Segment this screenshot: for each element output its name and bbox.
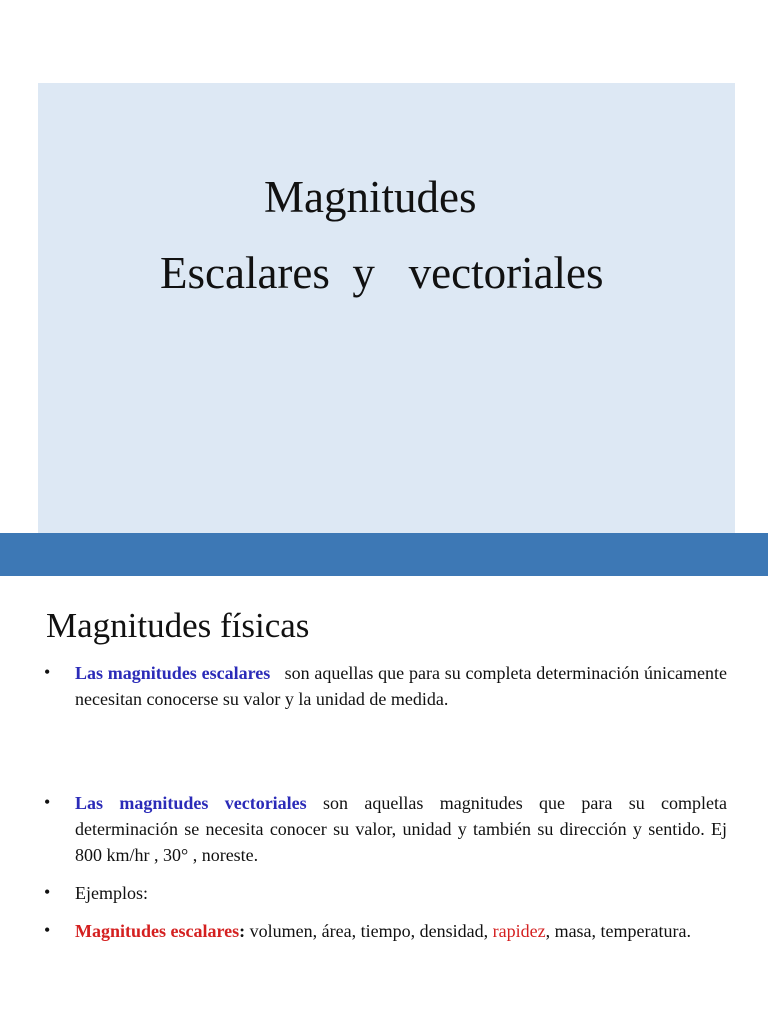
vector-definition-text: son aquellas magnitudes que para su completa determinación se necesita conocer su valor, unidad y también su dirección y sentido. Ej 800 km/hr , 30° , noreste. <box>75 793 728 865</box>
bullet-dot: • <box>44 882 51 902</box>
bullet-dot: • <box>44 662 51 682</box>
highlight-rapidez: rapidez <box>492 921 546 941</box>
scalar-examples-text: volumen, área, tiempo, densidad, <box>249 921 489 941</box>
bullet-dot: • <box>44 920 51 940</box>
colon: : <box>239 921 246 941</box>
bullet-scalar-examples <box>75 918 727 944</box>
term-vector: Las magnitudes vectoriales <box>75 793 307 813</box>
term-scalar-examples: Magnitudes escalares <box>75 921 240 941</box>
bullet-scalar-definition <box>75 660 727 712</box>
bullet-examples: Ejemplos: <box>75 883 148 903</box>
bullet-dot: • <box>44 792 51 812</box>
slide-title-line2: Escalares y vectoriales <box>160 248 604 298</box>
slide-divider-band <box>0 533 768 576</box>
scalar-examples-text-end: , masa, temperatura. <box>545 921 691 941</box>
scalar-definition-text: son aquellas que para su completa determinación únicamente necesitan conocerse su valor y la unidad de medida. <box>75 663 727 709</box>
slide-title-line1: Magnitudes <box>264 172 477 222</box>
content-heading: Magnitudes físicas <box>46 606 310 645</box>
title-box <box>38 83 735 534</box>
bullet-vector-definition <box>75 790 727 868</box>
term-scalar: Las magnitudes escalares <box>75 663 271 683</box>
